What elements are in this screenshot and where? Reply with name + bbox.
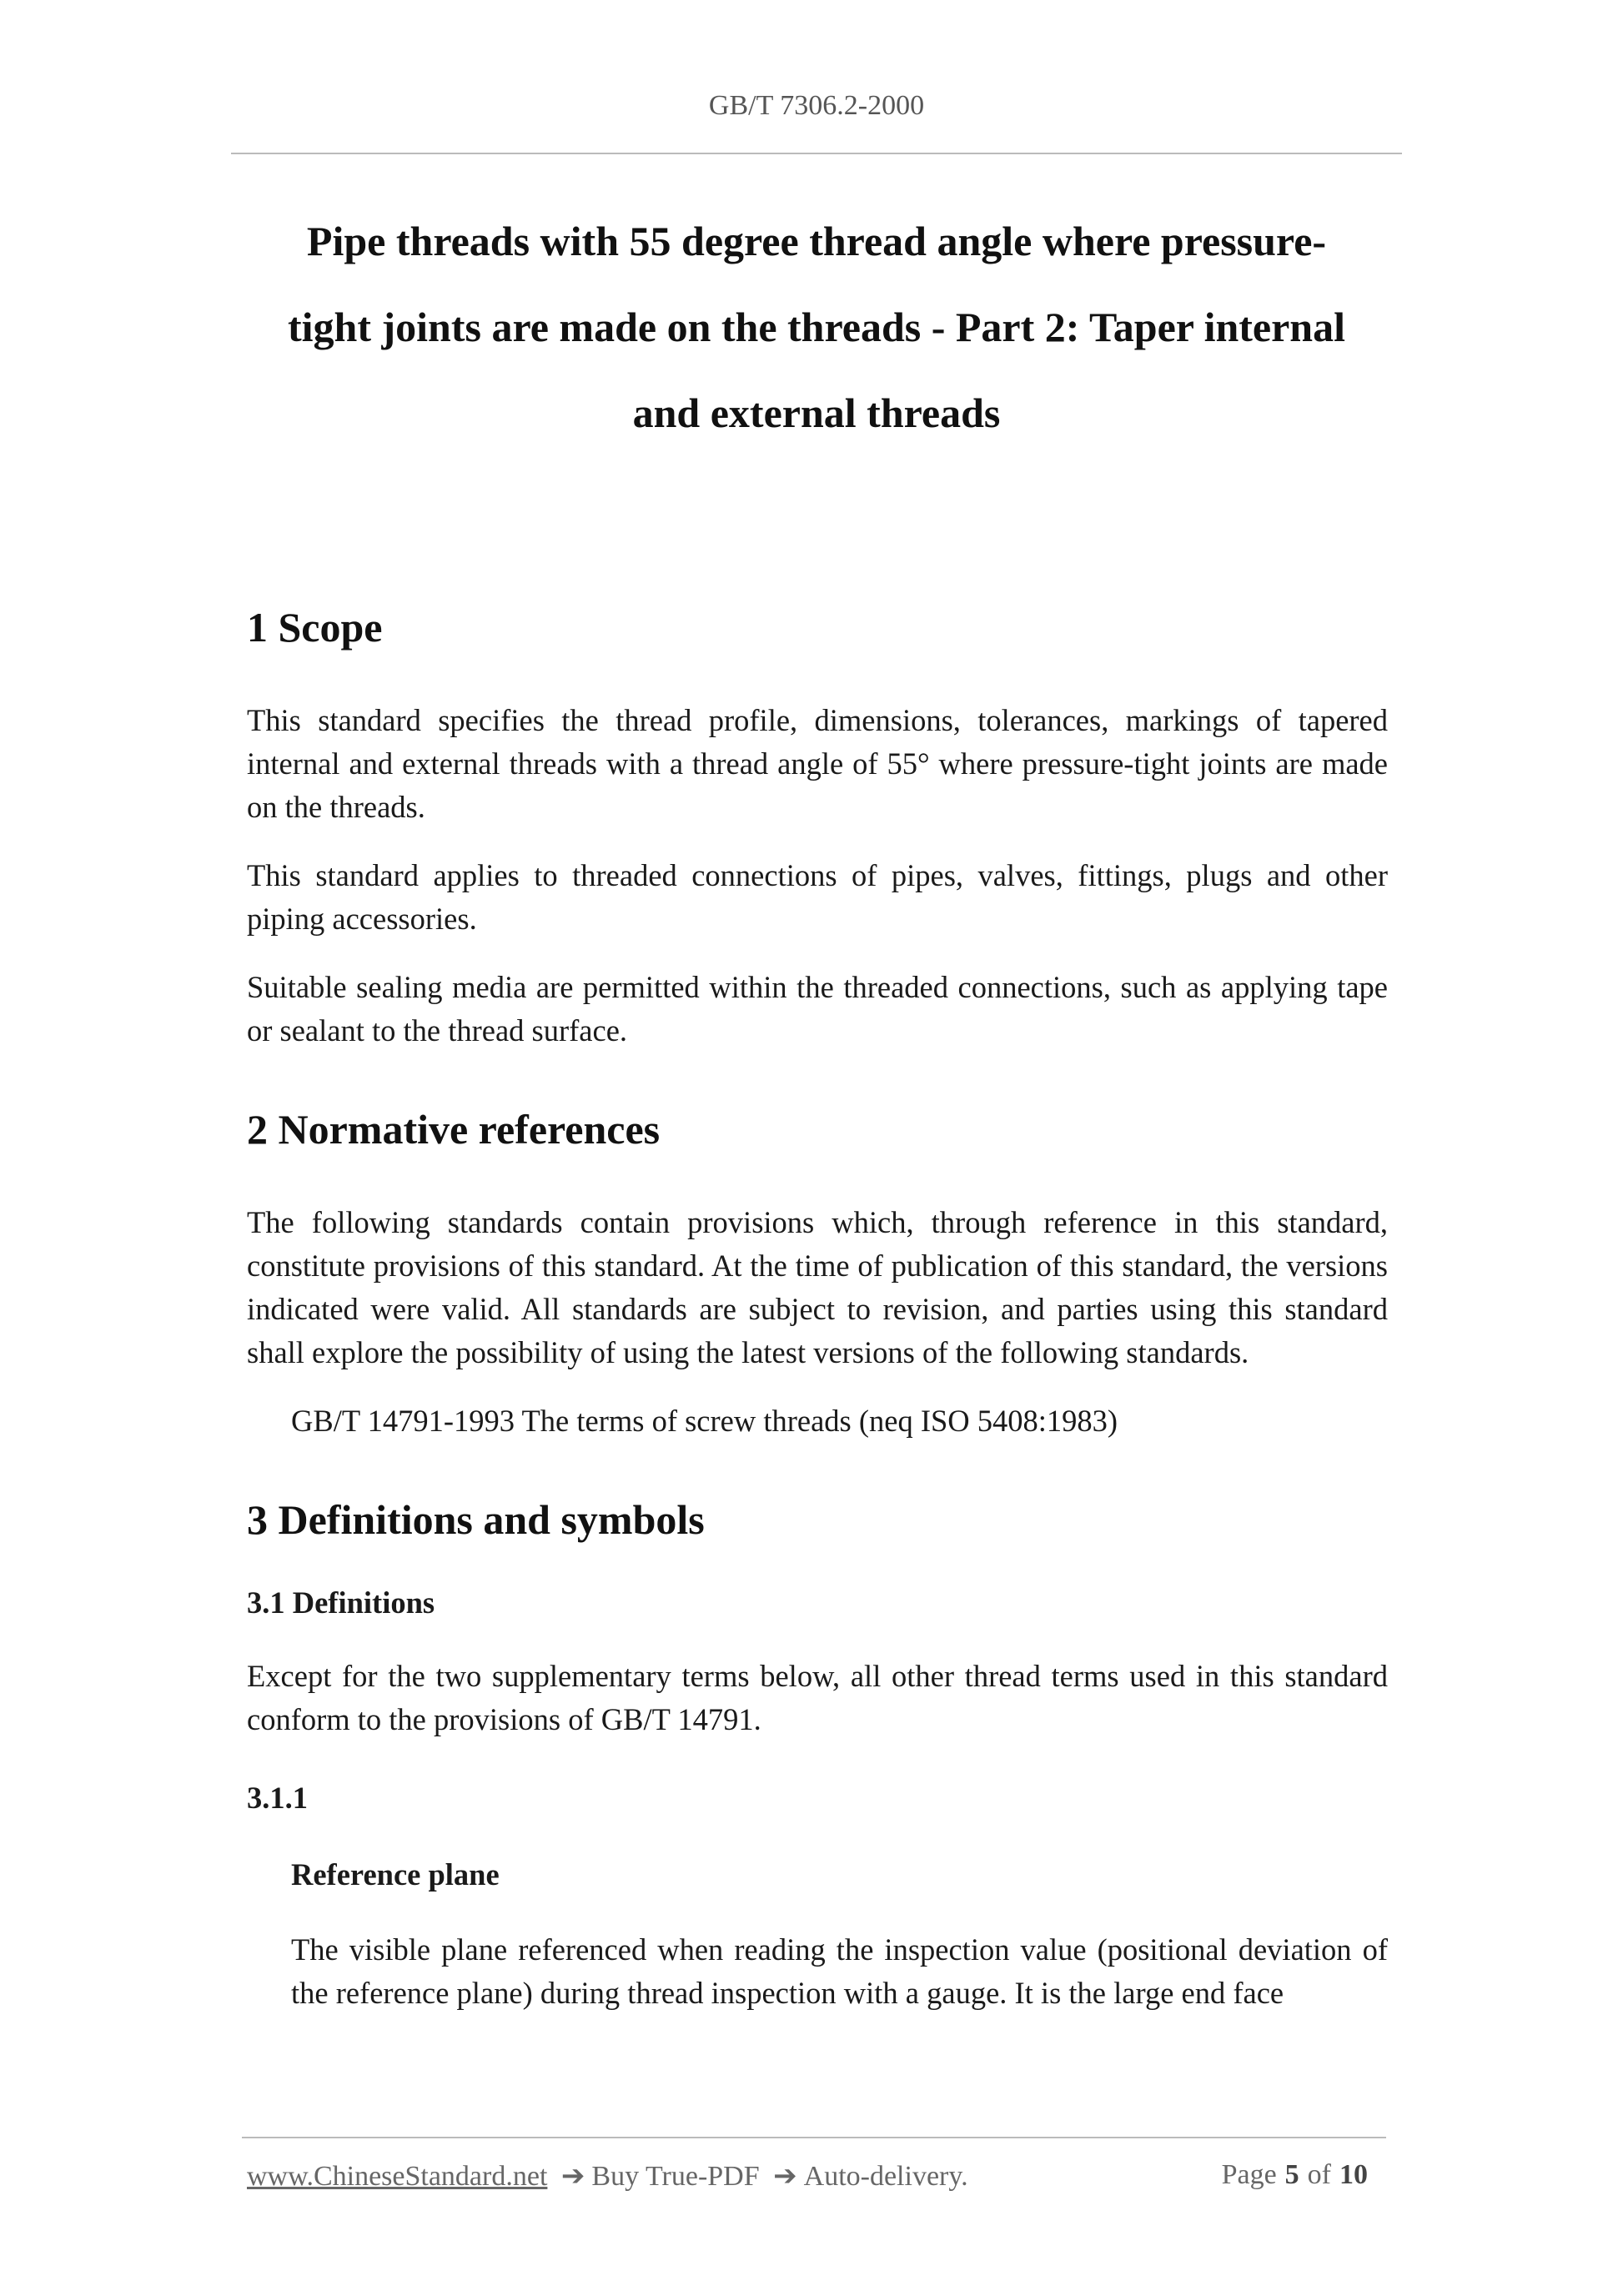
website-link[interactable]: www.ChineseStandard.net: [247, 2161, 548, 2192]
of-label: of: [1307, 2159, 1331, 2190]
footer-divider: [242, 2137, 1386, 2138]
arrow-right-icon: ➔: [773, 2161, 797, 2192]
section-heading-scope: 1 Scope: [247, 604, 383, 651]
running-header: GB/T 7306.2-2000: [708, 90, 925, 121]
term-name: Reference plane: [291, 1857, 500, 1892]
document-title: [231, 198, 1402, 456]
term-definition: The visible plane referenced when reading the inspection value (positional deviation of the reference plane) during thread inspection with a gauge. It is the large end face: [291, 1932, 1388, 2010]
document-body: [247, 602, 1388, 2015]
subsection-heading: 3.1 Definitions: [247, 1585, 435, 1620]
buy-text: Buy True-PDF: [591, 2161, 760, 2192]
term-number: 3.1.1: [247, 1781, 308, 1815]
delivery-text: Auto-delivery.: [803, 2161, 968, 2192]
page-total: 10: [1339, 2159, 1368, 2190]
footer-left: [247, 2159, 968, 2193]
paragraph: Suitable sealing media are permitted within the threaded connections, such as applying tape or sealant to the thread surface.: [247, 970, 1388, 1048]
page-current: 5: [1284, 2159, 1299, 2190]
title-line-2: tight joints are made on the threads - Part 2: Taper internal: [287, 304, 1346, 350]
arrow-right-icon: ➔: [560, 2161, 585, 2192]
page-indicator: [1222, 2159, 1376, 2193]
paragraph: This standard specifies the thread profile, dimensions, tolerances, markings of tapered internal and external threads with a thread angle of 55° where pressure-tight joints are made on the threads.: [247, 703, 1388, 824]
page-footer: [247, 2159, 1376, 2193]
page-label: Page: [1221, 2159, 1277, 2190]
paragraph: The following standards contain provisions which, through reference in this standard, constitute provisions of this standard. At the time of publication of this standard, the versions indicated were valid. All standards are subject to revision, and parties using this standard shall explore the possibility of using the latest versions of the following standards.: [247, 1205, 1388, 1369]
title-line-1: Pipe threads with 55 degree thread angle where pressure-: [306, 218, 1327, 264]
title-line-3: and external threads: [632, 389, 1001, 436]
header-divider: [231, 153, 1402, 154]
paragraph: Except for the two supplementary terms below, all other thread terms used in this standard conform to the provisions of GB/T 14791.: [247, 1659, 1388, 1736]
section-heading-definitions: 3 Definitions and symbols: [247, 1496, 705, 1543]
paragraph: This standard applies to threaded connections of pipes, valves, fittings, plugs and other piping accessories.: [247, 858, 1388, 936]
section-heading-normative-references: 2 Normative references: [247, 1106, 661, 1153]
reference-item: GB/T 14791-1993 The terms of screw threads (neq ISO 5408:1983): [291, 1404, 1118, 1438]
